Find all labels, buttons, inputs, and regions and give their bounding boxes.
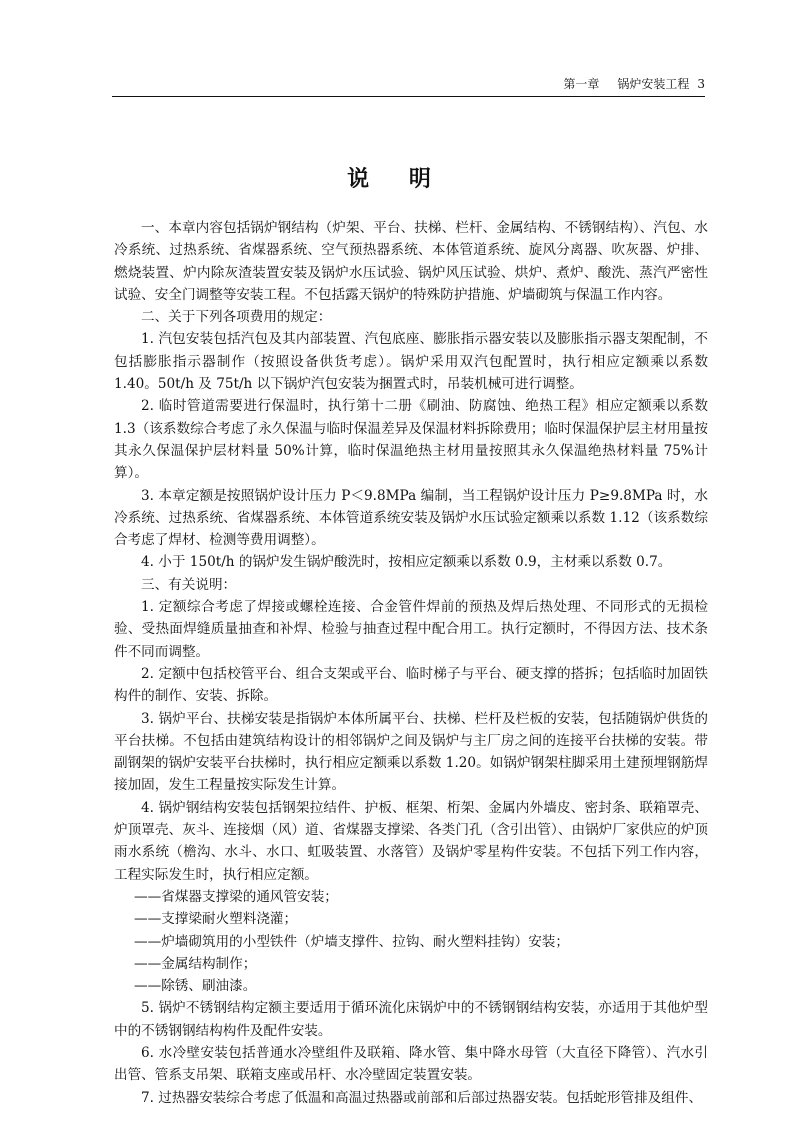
running-header [112, 74, 705, 97]
list-item: ——省煤器支撑梁的通风管安装； [134, 888, 338, 905]
paragraph: 一、本章内容包括锅炉钢结构（炉架、平台、扶梯、栏杆、金属结构、不锈钢结构）、汽包、水冷系统、过热系统、省煤器系统、空气预热器系统、本体管道系统、旋风分离器、吹灰器、炉排、燃烧装置、炉内除灰渣装置安装及锅炉水压试验、锅炉风压试验、烘炉、煮炉、酸洗、蒸汽严密性试验、安全门调整等安装工程。不包括露天锅炉的特殊防护措施、炉墙砌筑与保温工作内容。 [114, 220, 708, 303]
paragraph: 二、关于下列各项费用的规定： [141, 309, 332, 326]
paragraph: 4. 小于 150t/h 的锅炉发生锅炉酸洗时，按相应定额乘以系数 0.9，主材乘以系数 0.7。 [141, 554, 672, 571]
paragraph: 3. 本章定额是按照锅炉设计压力 P＜9.8MPa 编制，当工程锅炉设计压力 P≥9.8MPa 时，水冷系统、过热系统、省煤器系统、本体管道系统安装及锅炉水压试验定额乘以系数 1.12（该系数综合考虑了焊材、检测等费用调整）。 [114, 487, 708, 549]
list-item: ——炉墙砌筑用的小型铁件（炉墙支撑件、拉钩、耐火塑料挂钩）安装； [134, 933, 569, 950]
header-section: 锅炉安装工程 [617, 77, 690, 91]
list-item: ——金属结构制作； [134, 955, 257, 972]
paragraph: 4. 锅炉钢结构安装包括钢架拉结件、护板、框架、桁架、金属内外墙皮、密封条、联箱罩壳、炉顶罩壳、灰斗、连接烟（风）道、省煤器支撑梁、各类门孔（含引出管）、由锅炉厂家供应的炉顶雨水系统（檐沟、水斗、水口、虹吸装置、水落管）及锅炉零星构件安装。不包括下列工作内容，工程实际发生时，执行相应定额。 [114, 799, 708, 883]
body-text [114, 217, 708, 1109]
paragraph: 2. 临时管道需要进行保温时，执行第十二册《刷油、防腐蚀、绝热工程》相应定额乘以系数 1.3（该系数综合考虑了永久保温与临时保温差异及保温材料拆除费用；临时保温保护层主材用量按其永久保温保护层材料量 50%计算，临时保温绝热主材用量按照其永久保温绝热材料量 75%计算）。 [114, 398, 708, 482]
paragraph: 三、有关说明： [141, 576, 237, 593]
page-number: 3 [697, 77, 705, 91]
list-item: ——支撑梁耐火塑料浇灌； [134, 911, 298, 928]
header-chapter: 第一章 [563, 77, 600, 91]
paragraph: 1. 定额综合考虑了焊接或螺栓连接、合金管件焊前的预热及焊后热处理、不同形式的无损检验、受热面焊缝质量抽查和补焊、检验与抽查过程中配合用工。执行定额时，不得因方法、技术条件不同而调整。 [114, 599, 708, 660]
paragraph: 5. 锅炉不锈钢结构定额主要适用于循环流化床锅炉中的不锈钢钢结构安装，亦适用于其他炉型中的不锈钢钢结构构件及配件安装。 [114, 1000, 708, 1039]
paragraph: 7. 过热器安装综合考虑了低温和高温过热器或前部和后部过热器安装。包括蛇形管排及组件、 [141, 1089, 703, 1106]
paragraph: 1. 汽包安装包括汽包及其内部装置、汽包底座、膨胀指示器安装以及膨胀指示器支架配制，不包括膨胀指示器制作（按照设备供货考虑）。锅炉采用双汽包配置时，执行相应定额乘以系数 1.40。50t/h 及 75t/h 以下锅炉汽包安装为捆置式时，吊装机械可进行调整。 [114, 331, 708, 393]
list-item: ——除锈、刷油漆。 [134, 978, 257, 995]
paragraph: 3. 锅炉平台、扶梯安装是指锅炉本体所属平台、扶梯、栏杆及栏板的安装，包括随锅炉供货的平台扶梯。不包括由建筑结构设计的相邻锅炉之间及锅炉与主厂房之间的连接平台扶梯的安装。带副钢架的锅炉安装平台扶梯时，执行相应定额乘以系数 1.20。如锅炉钢架柱脚采用土建预埋钢筋焊接加固，发生工程量按实际发生计算。 [114, 710, 708, 794]
paragraph: 2. 定额中包括校管平台、组合支架或平台、临时梯子与平台、硬支撑的搭拆；包括临时加固铁构件的制作、安装、拆除。 [114, 665, 708, 705]
page-title: 说 明 [347, 166, 447, 192]
paragraph: 6. 水冷壁安装包括普通水冷壁组件及联箱、降水管、集中降水母管（大直径下降管）、汽水引出管、管系支吊架、联箱支座或吊杆、水冷壁固定装置安装。 [114, 1044, 708, 1084]
